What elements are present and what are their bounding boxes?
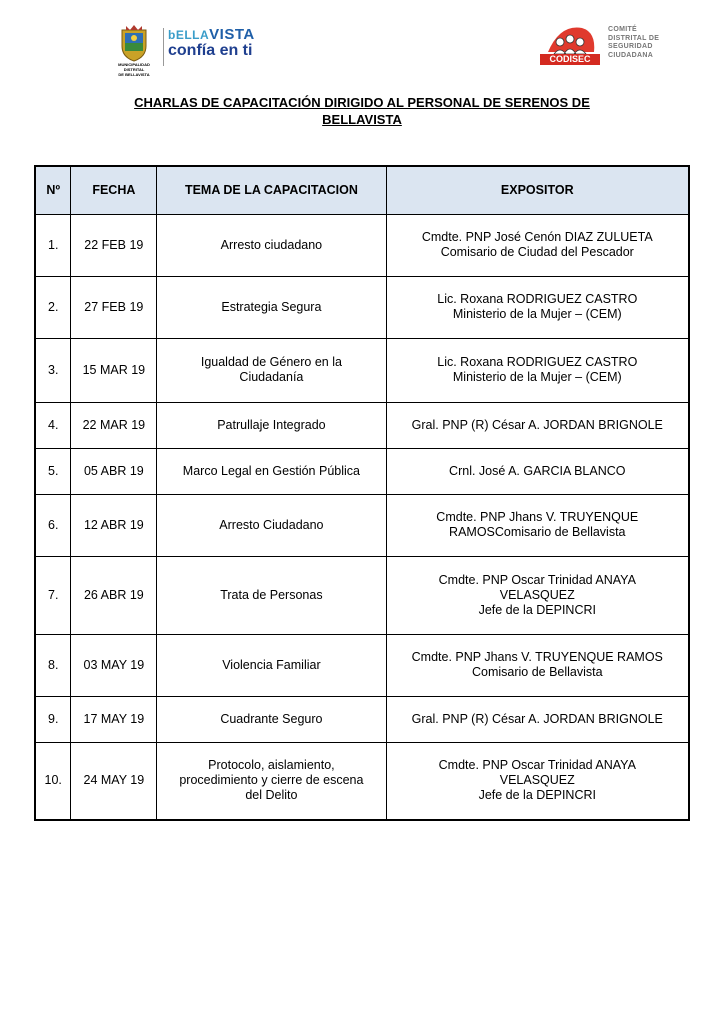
row-speaker xyxy=(386,338,689,402)
topic-line: Trata de Personas xyxy=(220,587,323,602)
topic-line: Protocolo, aislamiento, xyxy=(208,758,335,773)
speaker-line: Comisario de Bellavista xyxy=(471,665,603,679)
codisec-full-name: COMITÉ DISTRITAL DE SEGURIDAD CIUDADANA xyxy=(608,26,660,59)
topic-line: Arresto Ciudadano xyxy=(219,517,324,532)
row-date: 12 ABR 19 xyxy=(71,494,157,556)
table-row xyxy=(35,556,689,634)
topic-line: Igualdad de Género en la xyxy=(200,355,342,369)
row-topic xyxy=(157,214,386,276)
row-topic xyxy=(157,742,386,820)
topic-line: Marco Legal en Gestión Pública xyxy=(182,463,360,478)
codisec-logo xyxy=(538,22,668,72)
topic-line: Patrullaje Integrado xyxy=(217,417,326,432)
row-topic xyxy=(157,556,386,634)
header-number: Nº xyxy=(35,166,71,214)
document-title: CHARLAS DE CAPACITACIÓN DIRIGIDO AL PERSONAL DE SERENOS DE BELLAVISTA xyxy=(134,95,590,127)
row-date: 17 MAY 19 xyxy=(71,696,157,742)
table-row xyxy=(35,402,689,448)
speaker-line: Cmdte. PNP Oscar Trinidad ANAYA xyxy=(438,572,636,587)
speaker-line: Lic. Roxana RODRIGUEZ CASTRO xyxy=(437,292,638,306)
header-date: FECHA xyxy=(71,166,157,214)
row-topic xyxy=(157,402,386,448)
speaker-line: Gral. PNP (R) César A. JORDAN BRIGNOLE xyxy=(411,711,663,726)
topic-line: del Delito xyxy=(245,788,298,803)
table-row xyxy=(35,448,689,494)
brand-slogan: confía en ti xyxy=(168,42,253,59)
row-date: 24 MAY 19 xyxy=(71,742,157,820)
row-date: 22 MAR 19 xyxy=(71,402,157,448)
row-topic xyxy=(157,448,386,494)
row-topic xyxy=(157,634,386,696)
table-row xyxy=(35,214,689,276)
header-speaker: EXPOSITOR xyxy=(386,166,689,214)
row-date: 27 FEB 19 xyxy=(71,276,157,338)
row-speaker xyxy=(386,276,689,338)
row-number: 5. xyxy=(35,448,71,494)
speaker-line: Comisario de Ciudad del Pescador xyxy=(440,245,634,259)
row-speaker xyxy=(386,696,689,742)
row-speaker xyxy=(386,742,689,820)
table-row xyxy=(35,494,689,556)
speaker-line: Ministerio de la Mujer – (CEM) xyxy=(452,307,622,321)
speaker-line: Ministerio de la Mujer – (CEM) xyxy=(452,370,622,384)
speaker-line: Cmdte. PNP Jhans V. TRUYENQUE RAMOS xyxy=(411,650,663,664)
row-number: 10. xyxy=(35,742,71,820)
speaker-line: Jefe de la DEPINCRI xyxy=(478,602,596,617)
municipality-logo xyxy=(108,22,268,77)
row-number: 4. xyxy=(35,402,71,448)
speaker-line: Cmdte. PNP Jhans V. TRUYENQUE xyxy=(436,510,639,524)
speaker-line: Lic. Roxana RODRIGUEZ CASTRO xyxy=(437,355,638,369)
row-date: 22 FEB 19 xyxy=(71,214,157,276)
row-speaker xyxy=(386,214,689,276)
row-date: 26 ABR 19 xyxy=(71,556,157,634)
training-schedule-table xyxy=(34,165,690,821)
row-date: 15 MAR 19 xyxy=(71,338,157,402)
municipality-caption: MUNICIPALIDAD DISTRITAL DE BELLAVISTA xyxy=(118,62,150,77)
topic-line: Estrategia Segura xyxy=(221,299,322,314)
municipality-crest-icon xyxy=(118,24,150,62)
row-date: 03 MAY 19 xyxy=(71,634,157,696)
row-date: 05 ABR 19 xyxy=(71,448,157,494)
table-header-row xyxy=(35,166,689,214)
topic-line: procedimiento y cierre de escena xyxy=(179,773,364,788)
speaker-line: RAMOSComisario de Bellavista xyxy=(449,525,626,539)
topic-line: Cuadrante Seguro xyxy=(220,711,323,726)
speaker-line: Gral. PNP (R) César A. JORDAN BRIGNOLE xyxy=(411,417,663,432)
row-speaker xyxy=(386,402,689,448)
table-row xyxy=(35,742,689,820)
row-number: 8. xyxy=(35,634,71,696)
brand-name: bELLAVISTA xyxy=(168,26,255,43)
row-number: 2. xyxy=(35,276,71,338)
topic-line: Ciudadanía xyxy=(239,370,304,384)
topic-line: Violencia Familiar xyxy=(222,657,321,672)
table-row xyxy=(35,696,689,742)
speaker-line: Cmdte. PNP José Cenón DIAZ ZULUETA xyxy=(421,230,653,244)
speaker-line: VELASQUEZ xyxy=(499,773,575,788)
row-topic xyxy=(157,276,386,338)
row-speaker xyxy=(386,634,689,696)
row-speaker xyxy=(386,448,689,494)
speaker-line: Jefe de la DEPINCRI xyxy=(478,788,596,803)
row-number: 6. xyxy=(35,494,71,556)
table-row xyxy=(35,634,689,696)
row-speaker xyxy=(386,494,689,556)
row-topic xyxy=(157,696,386,742)
bellavista-brand xyxy=(168,28,255,59)
row-number: 1. xyxy=(35,214,71,276)
codisec-label: CODISEC xyxy=(540,54,600,65)
row-number: 7. xyxy=(35,556,71,634)
row-topic xyxy=(157,494,386,556)
speaker-line: Cmdte. PNP Oscar Trinidad ANAYA xyxy=(438,758,636,773)
header-topic: TEMA DE LA CAPACITACION xyxy=(157,166,386,214)
table-row xyxy=(35,276,689,338)
speaker-line: Crnl. José A. GARCIA BLANCO xyxy=(449,463,626,478)
row-speaker xyxy=(386,556,689,634)
row-number: 3. xyxy=(35,338,71,402)
row-number: 9. xyxy=(35,696,71,742)
topic-line: Arresto ciudadano xyxy=(220,237,323,252)
row-topic xyxy=(157,338,386,402)
logo-divider xyxy=(163,28,164,66)
table-body xyxy=(35,214,689,820)
table-row xyxy=(35,338,689,402)
speaker-line: VELASQUEZ xyxy=(499,587,575,602)
